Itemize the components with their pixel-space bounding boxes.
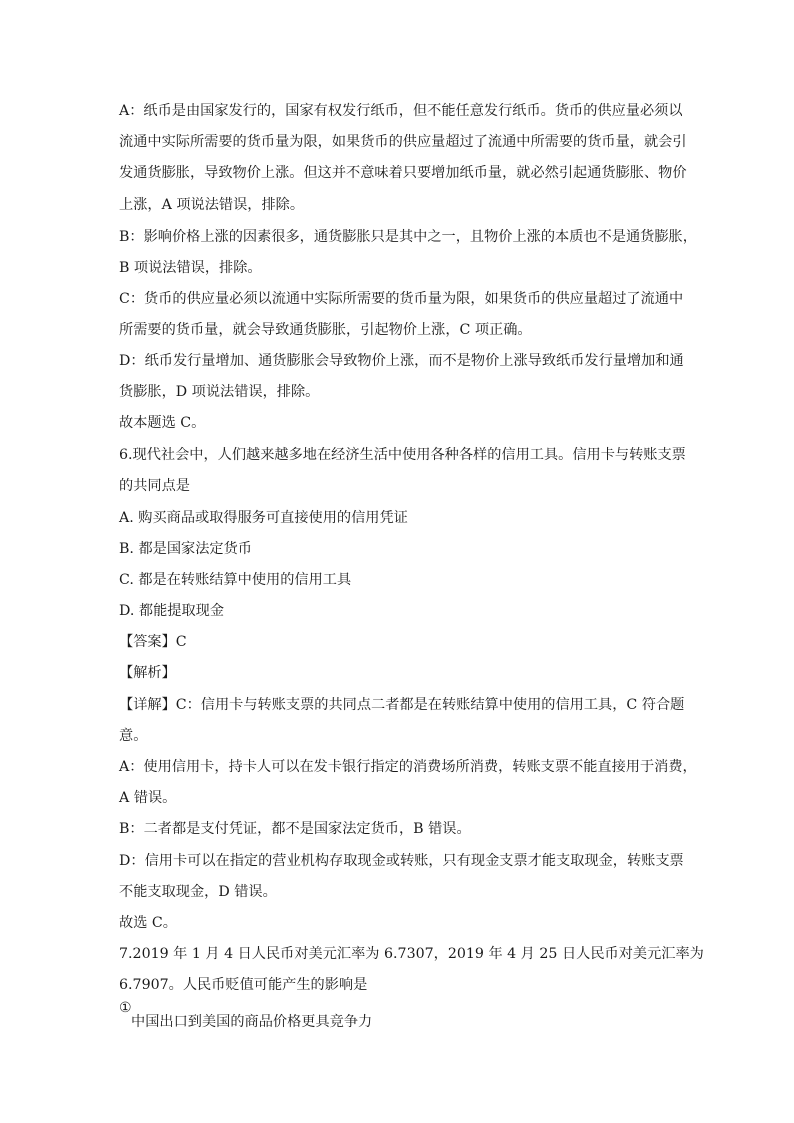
- analysis-line: 意。: [119, 728, 148, 744]
- option-b: B. 都是国家法定货币: [119, 541, 252, 557]
- analysis-line: B：二者都是支付凭证，都不是国家法定货币，B 错误。: [119, 821, 471, 837]
- analysis-heading: 【解析】: [119, 665, 176, 681]
- analysis-line: B 项说法错误，排除。: [119, 260, 262, 276]
- analysis-line: 货膨胀，D 项说法错误，排除。: [119, 384, 320, 400]
- analysis-line: 不能支取现金，D 错误。: [119, 884, 277, 900]
- analysis-line: 【详解】C：信用卡与转账支票的共同点二者都是在转账结算中使用的信用工具，C 符合题: [119, 697, 685, 713]
- analysis-line: A：纸币是由国家发行的，国家有权发行纸币，但不能任意发行纸币。货币的供应量必须以: [119, 103, 683, 119]
- analysis-line: D：信用卡可以在指定的营业机构存取现金或转账，只有现金支票才能支取现金，转账支票: [119, 853, 684, 869]
- question-stem: 6.7907。人民币贬值可能产生的影响是: [119, 977, 368, 993]
- analysis-line: A 错误。: [119, 790, 177, 806]
- question-stem: 7.2019 年 1 月 4 日人民币对美元汇率为 6.7307，2019 年 4 月 25 日人民币对美元汇率为: [119, 946, 704, 962]
- analysis-line: D：纸币发行量增加、通货膨胀会导致物价上涨，而不是物价上涨导致纸币发行量增加和通: [119, 353, 684, 369]
- analysis-line: 流通中实际所需要的货币量为限，如果货币的供应量超过了流通中所需要的货币量，就会引: [119, 134, 687, 150]
- option-1: 中国出口到美国的商品价格更具竞争力: [131, 1014, 373, 1030]
- analysis-line: B：影响价格上涨的因素很多，通货膨胀只是其中之一，且物价上涨的本质也不是通货膨胀，: [119, 229, 697, 245]
- analysis-line: 所需要的货币量，就会导致通货膨胀，引起物价上涨，C 项正确。: [119, 322, 532, 338]
- option-d: D. 都能提取现金: [119, 603, 225, 619]
- question-stem: 的共同点是: [119, 478, 190, 494]
- circled-number-one: ①: [119, 1000, 132, 1016]
- conclusion-line: 故选 C。: [119, 915, 177, 931]
- option-a: A. 购买商品或取得服务可直接使用的信用凭证: [119, 510, 408, 526]
- analysis-line: 发通货膨胀，导致物价上涨。但这并不意味着只要增加纸币量，就必然引起通货膨胀、物价: [119, 165, 687, 181]
- analysis-line: 上涨，A 项说法错误，排除。: [119, 197, 305, 213]
- analysis-line: C：货币的供应量必须以流通中实际所需要的货币量为限，如果货币的供应量超过了流通中: [119, 291, 684, 307]
- answer-label: 【答案】C: [119, 634, 187, 650]
- option-c: C. 都是在转账结算中使用的信用工具: [119, 572, 352, 588]
- conclusion-line: 故本题选 C。: [119, 415, 206, 431]
- analysis-line: A：使用信用卡，持卡人可以在发卡银行指定的消费场所消费，转账支票不能直接用于消费，: [119, 759, 697, 775]
- question-stem: 6.现代社会中，人们越来越多地在经济生活中使用各种各样的信用工具。信用卡与转账支票: [119, 447, 686, 463]
